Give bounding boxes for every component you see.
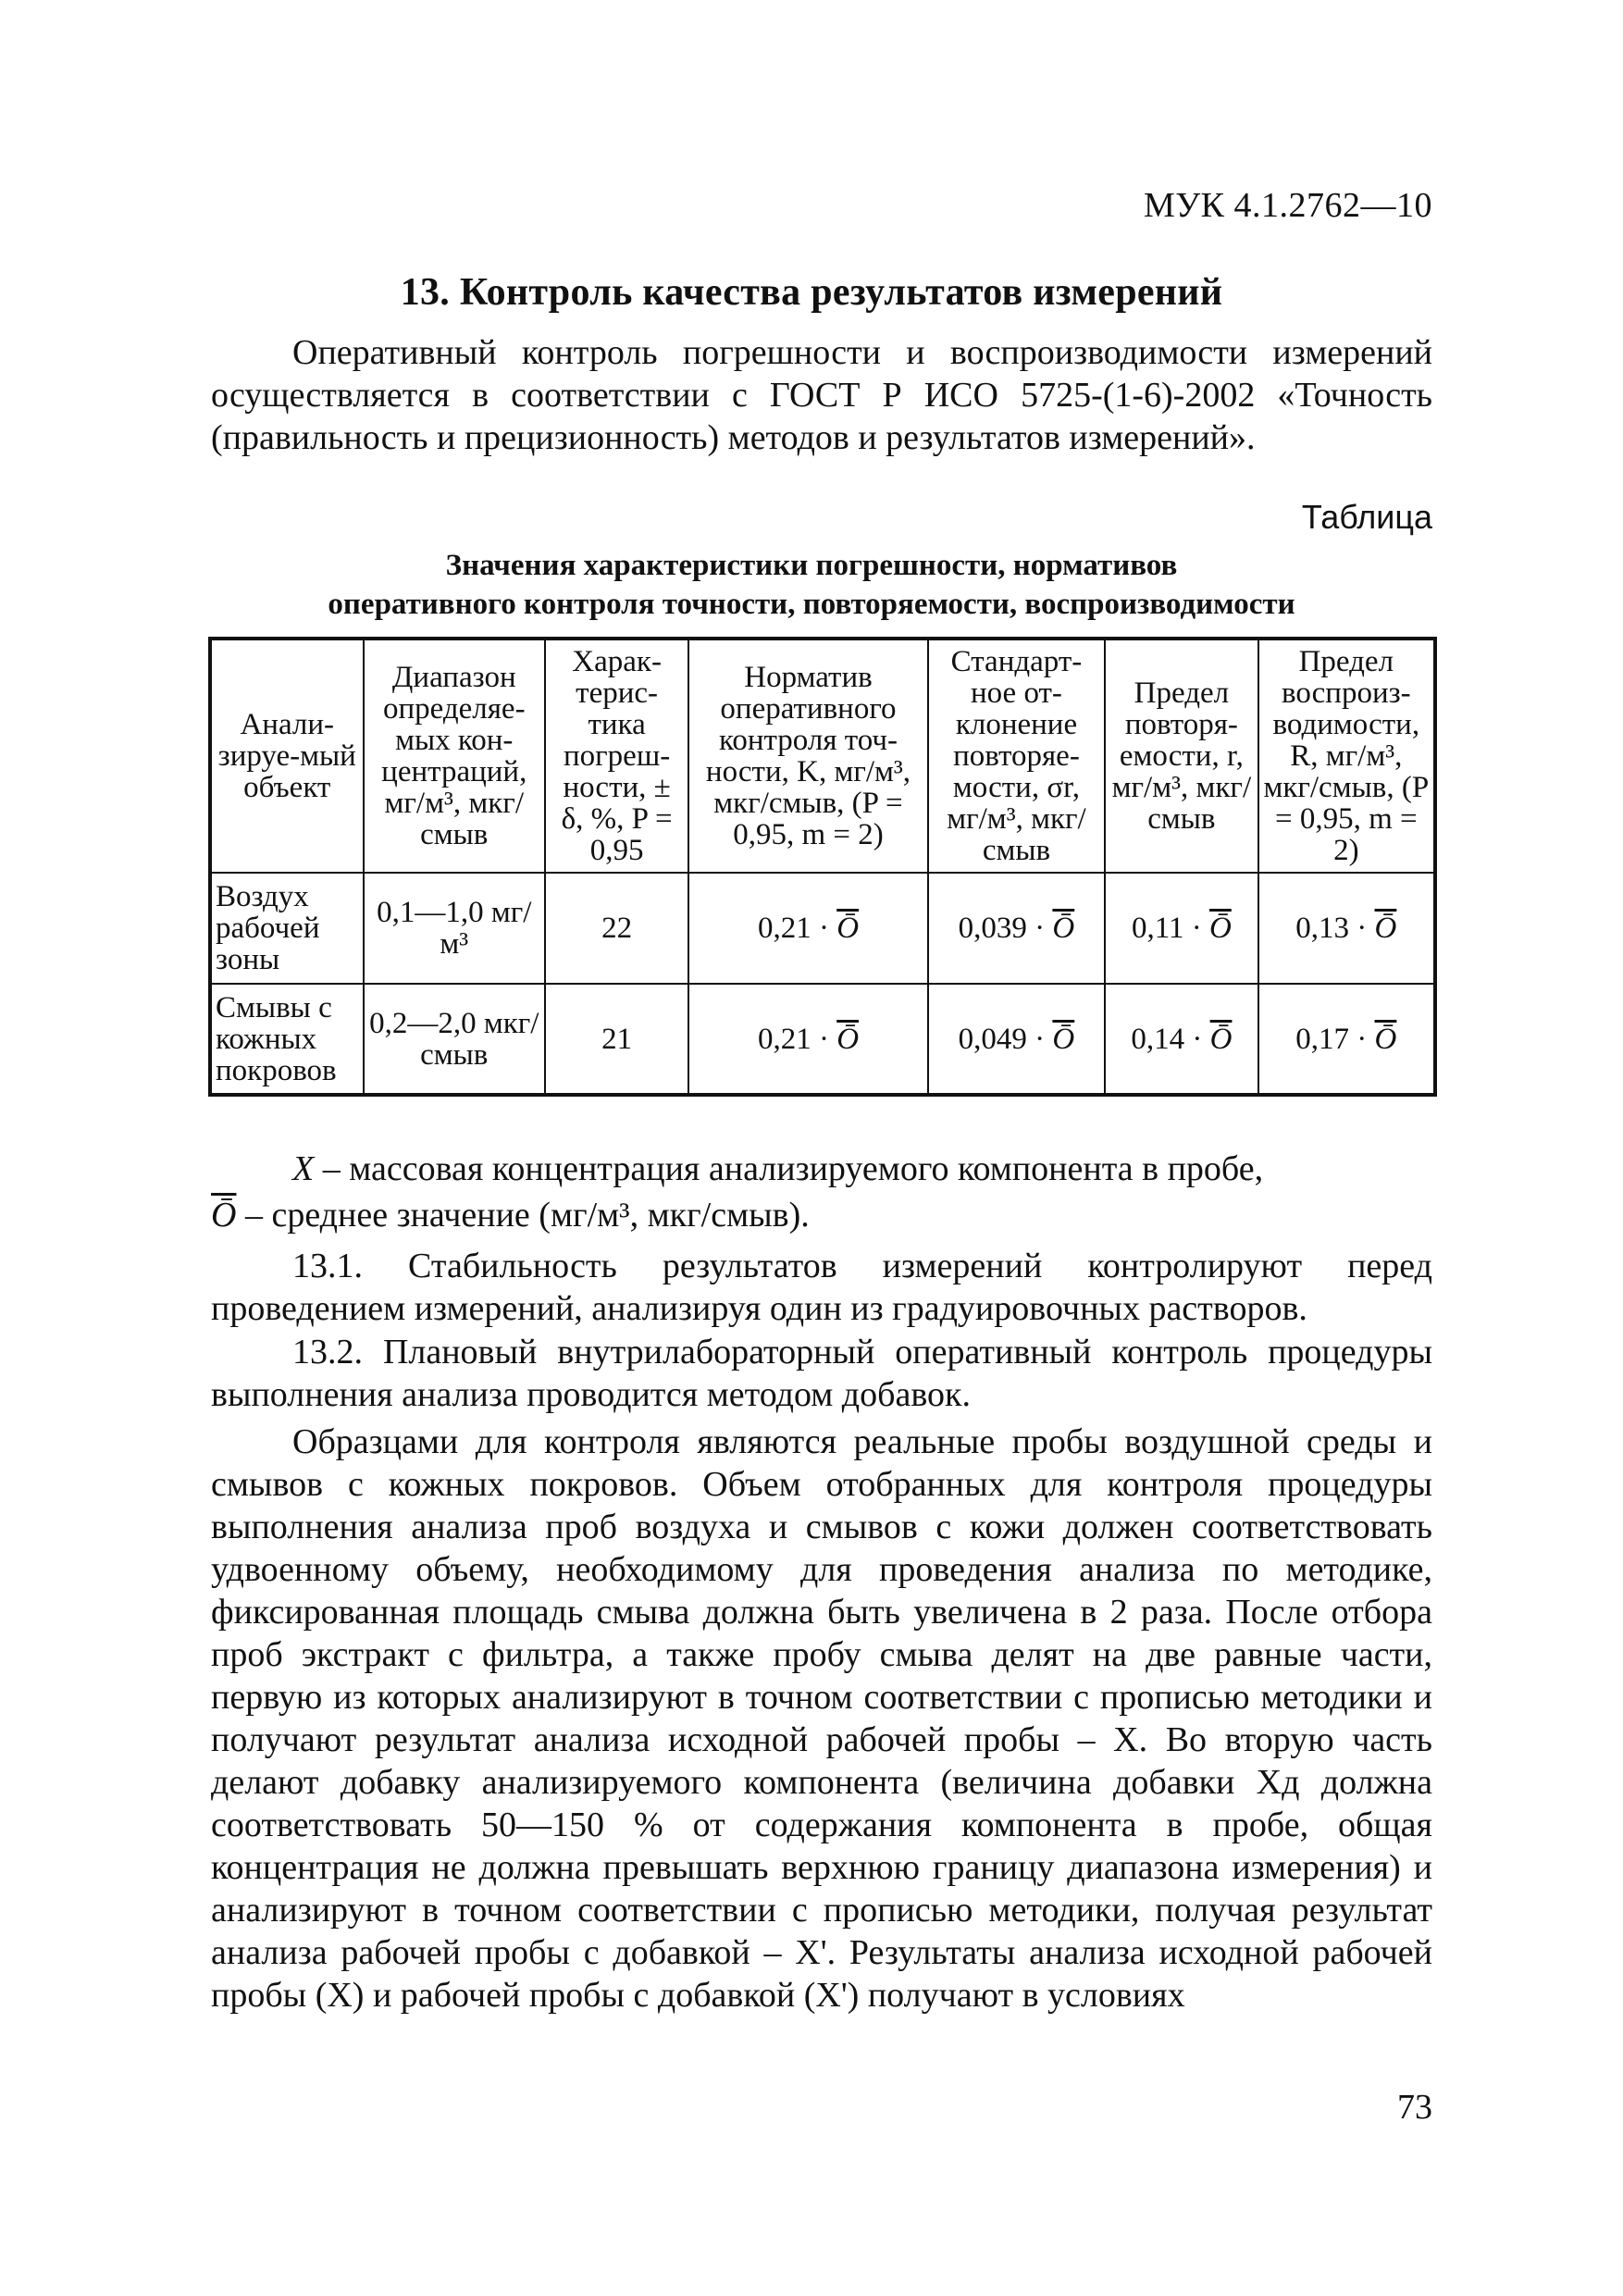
header-repeatability: Предел повторя-емости, r, мг/м³, мкг/смыв	[1105, 639, 1258, 873]
intro-paragraph: Оперативный контроль погрешности и воспроизводимости измерений осуществляется в соответствии с ГОСТ Р ИСО 5725-(1-6)-2002 «Точность (правильность и прецизионность) методов и результатов измерений».	[211, 333, 1432, 457]
cell-k: $0,21 \cdot \overline{Ō}$	[688, 873, 928, 984]
cell-R: $0,17 \cdot \overline{Ō}$	[1258, 984, 1435, 1095]
header-error: Харак-терис-тика погреш-ности, ± δ, %, P = 0,95	[545, 639, 688, 873]
header-reproducibility: Предел воспроиз-водимости, R, мг/м³, мкг/смыв, (P = 0,95, m = 2)	[1258, 639, 1435, 873]
legend-x-symbol: X	[292, 1149, 315, 1188]
cell-k: $0,21 \cdot \overline{Ō}$	[688, 984, 928, 1095]
cell-r: $0,11 \cdot \overline{Ō}$	[1105, 873, 1258, 984]
legend-x	[211, 1148, 1432, 1190]
table-row	[210, 873, 1435, 984]
cell-R: $0,13 \cdot \overline{Ō}$	[1258, 873, 1435, 984]
table-caption-line1: Значения характеристики погрешности, нормативов	[445, 549, 1178, 582]
header-accuracy-norm: Норматив оперативного контроля точ-ности, K, мг/м³, мкг/смыв, (P = 0,95, m = 2)	[688, 639, 928, 873]
table-caption-line2: оперативного контроля точности, повторяемости, воспроизводимости	[328, 588, 1295, 621]
paragraph-13-2: 13.2. Плановый внутрилабораторный оперативный контроль процедуры выполнения анализа проводится методом добавок.	[211, 1333, 1432, 1414]
legend-mean-text: – среднее значение (мг/м³, мкг/смыв).	[236, 1196, 810, 1235]
header-std-deviation: Стандарт-ное от-клонение повторяе-мости, σr, мг/м³, мкг/смыв	[928, 639, 1105, 873]
document-code: МУК 4.1.2762—10	[1143, 186, 1432, 225]
cell-range: 0,1—1,0 мг/м³	[364, 873, 546, 984]
cell-delta: 22	[545, 873, 688, 984]
cell-r: $0,14 \cdot \overline{Ō}$	[1105, 984, 1258, 1095]
header-object: Анали-зируе-мый объект	[210, 639, 364, 873]
table-row	[210, 984, 1435, 1095]
cell-sigma: $0,039 \cdot \overline{Ō}$	[928, 873, 1105, 984]
section-title: 13. Контроль качества результатов измерений	[400, 271, 1223, 314]
cell-range: 0,2—2,0 мкг/смыв	[364, 984, 546, 1095]
table-label: Таблица	[1301, 498, 1432, 536]
page-number: 73	[1397, 2088, 1432, 2127]
error-characteristics-table	[208, 637, 1437, 1097]
paragraph-13-1: 13.1. Стабильность результатов измерений контролируют перед проведением измерений, анализируя один из градуировочных растворов.	[211, 1247, 1432, 1328]
header-range: Диапазон определяе-мых кон-центраций, мг/м³, мкг/смыв	[364, 639, 546, 873]
legend-mean	[211, 1194, 1432, 1236]
legend-mean-symbol: $\overline{Ō}$	[211, 1196, 237, 1235]
table-caption	[0, 546, 1623, 624]
cell-object: Воздух рабочей зоны	[210, 873, 364, 984]
legend-x-text: – массовая концентрация анализируемого компонента в пробе,	[314, 1149, 1264, 1188]
table-header-row	[210, 639, 1435, 873]
paragraph-samples: Образцами для контроля являются реальные пробы воздушной среды и смывов с кожных покровов. Объем отобранных для контроля процедуры выполнения анализа проб воздуха и смывов с кожи должен соответствовать удвоенному объему, необходимому для проведения анализа по методике, фиксированная площадь смыва должна быть увеличена в 2 раза. После отбора проб экстракт с фильтра, а также пробу смыва делят на две равные части, первую из которых анализируют в точном соответствии с прописью методики и получают результат анализа исходной рабочей пробы – X. Во вторую часть делают добавку анализируемого компонента (величина добавки Xд должна соответствовать 50—150 % от содержания компонента в пробе, общая концентрация не должна превышать верхнюю границу диапазона измерения) и анализируют в точном соответствии с прописью методики, получая результат анализа рабочей пробы с добавкой – X'. Результаты анализа исходной рабочей пробы (X) и рабочей пробы с добавкой (X') получают в условиях	[211, 1422, 1432, 2015]
cell-delta: 21	[545, 984, 688, 1095]
cell-object: Смывы с кожных покровов	[210, 984, 364, 1095]
cell-sigma: $0,049 \cdot \overline{Ō}$	[928, 984, 1105, 1095]
